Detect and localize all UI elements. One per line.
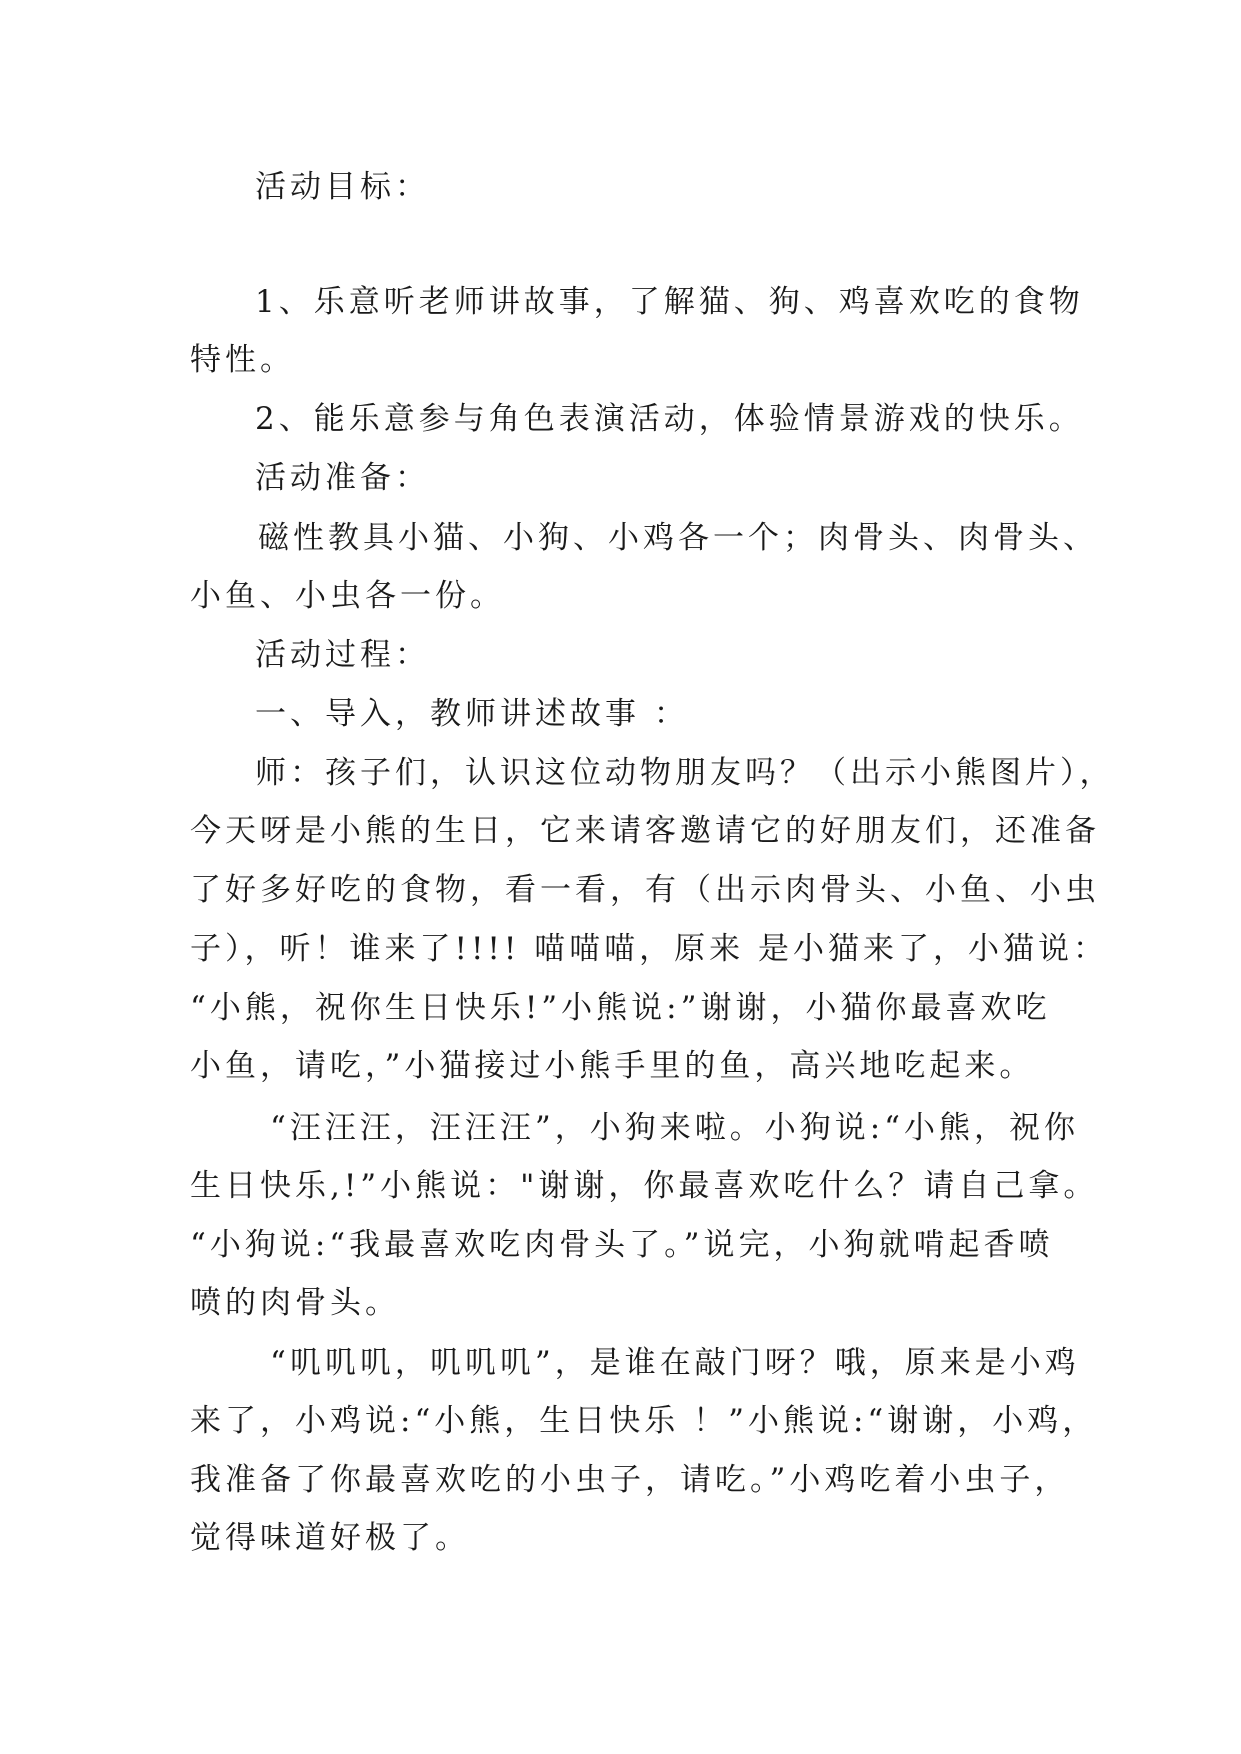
preparation-line-2: 小鱼、小虫各一份。 (190, 578, 505, 614)
process-step-1: 一、导入，教师讲述故事 ： (255, 696, 689, 732)
story-paragraph-3-line-3: 我准备了你最喜欢吃的小虫子，请吃。”小鸡吃着小虫子， (190, 1462, 1070, 1498)
story-paragraph-1-line-3: 了好多好吃的食物，看一看，有（出示肉骨头、小鱼、小虫 (190, 872, 1100, 908)
story-paragraph-3-line-4: 觉得味道好极了。 (190, 1520, 470, 1556)
goal-1-line-1: 1、乐意听老师讲故事，了解猫、狗、鸡喜欢吃的食物 (255, 284, 1084, 320)
story-paragraph-3-line-2: 来了，小鸡说:“小熊，生日快乐 ！”小熊说:“谢谢，小鸡， (190, 1403, 1098, 1439)
heading-activity-goals: 活动目标： (255, 169, 430, 205)
story-paragraph-1-line-5: “小熊，祝你生日快乐!”小熊说:”谢谢，小猫你最喜欢吃 (190, 990, 1051, 1026)
story-paragraph-2-line-4: 喷的肉骨头。 (190, 1285, 400, 1321)
preparation-line-1: 磁性教具小猫、小狗、小鸡各一个；肉骨头、肉骨头、 (258, 520, 1098, 556)
story-paragraph-2-line-1: “汪汪汪，汪汪汪”，小狗来啦。小狗说:“小熊，祝你 (270, 1110, 1079, 1146)
goal-1-line-2: 特性。 (190, 342, 295, 378)
story-paragraph-1-line-4: 子），听！谁来了!!!! 喵喵喵，原来 是小猫来了，小猫说： (190, 931, 1109, 967)
goal-2: 2、能乐意参与角色表演活动，体验情景游戏的快乐。 (255, 401, 1084, 437)
story-paragraph-1-line-1: 师：孩子们，认识这位动物朋友吗？（出示小熊图片）， (255, 755, 1115, 791)
heading-activity-preparation: 活动准备： (255, 460, 430, 496)
story-paragraph-1-line-2: 今天呀是小熊的生日，它来请客邀请它的好朋友们，还准备 (190, 813, 1100, 849)
story-paragraph-1-line-6: 小鱼，请吃，”小猫接过小熊手里的鱼，高兴地吃起来。 (190, 1048, 1035, 1084)
story-paragraph-3-line-1: “叽叽叽，叽叽叽”，是谁在敲门呀？哦，原来是小鸡 (270, 1345, 1080, 1381)
story-paragraph-2-line-2: 生日快乐,!”小熊说："谢谢，你最喜欢吃什么？请自己拿。 (190, 1168, 1099, 1204)
story-paragraph-2-line-3: “小狗说:“我最喜欢吃肉骨头了。”说完，小狗就啃起香喷 (190, 1227, 1054, 1263)
heading-activity-process: 活动过程： (255, 637, 430, 673)
